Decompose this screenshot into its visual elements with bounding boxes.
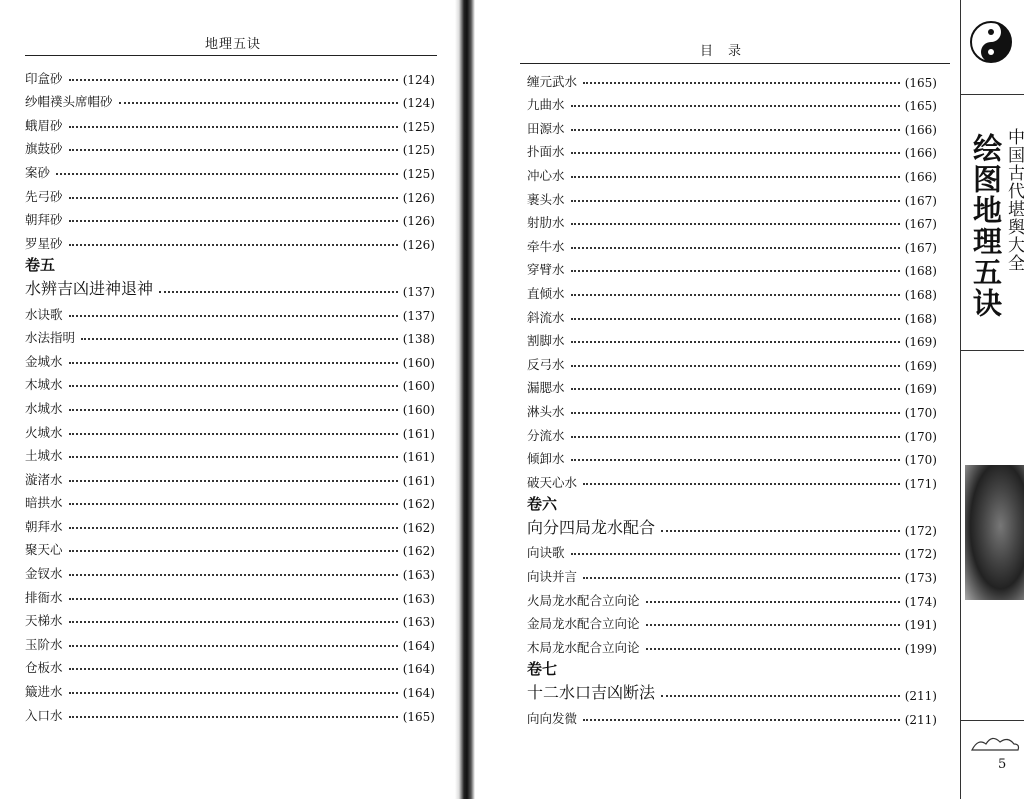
chapter-entry (527, 514, 937, 538)
entry-title: 裹头水 (527, 191, 565, 207)
entry-page: (170) (904, 405, 937, 420)
entry-page: (211) (904, 689, 937, 704)
dot-leader (583, 82, 900, 84)
book-title: 绘图地理五诀 (969, 133, 1003, 319)
volume-heading: 卷七 (527, 660, 558, 679)
dot-leader (81, 338, 398, 340)
dot-leader (69, 456, 398, 458)
entry-page: (165) (904, 99, 937, 114)
entry-title: 牵牛水 (527, 238, 565, 254)
entry-title: 先弓砂 (25, 188, 63, 204)
entry-title: 印盒砂 (25, 70, 63, 86)
dot-leader (69, 668, 398, 670)
dot-leader (69, 409, 398, 411)
chapter-entry (527, 679, 937, 703)
toc-entry (527, 231, 937, 255)
dot-leader (571, 200, 900, 202)
dot-leader (571, 318, 900, 320)
toc-entry (25, 323, 435, 347)
entry-page: (191) (904, 618, 937, 633)
dot-leader (571, 105, 900, 107)
entry-page: (137) (402, 308, 435, 323)
entry-title: 缠元武水 (527, 73, 578, 89)
entry-title: 木局龙水配合立向论 (527, 639, 640, 655)
entry-page: (199) (904, 641, 937, 656)
toc-entry (527, 278, 937, 302)
strip-border (960, 0, 961, 799)
dot-leader (69, 574, 398, 576)
entry-title: 旗鼓砂 (25, 141, 63, 157)
toc-entry (527, 208, 937, 232)
right-page (470, 0, 960, 799)
entry-page: (166) (904, 146, 937, 161)
page-number: 5 (998, 757, 1007, 772)
entry-page: (138) (402, 332, 435, 347)
toc-entry (25, 535, 435, 559)
entry-title: 木城水 (25, 377, 63, 393)
dot-leader (69, 149, 398, 151)
toc-entry (527, 160, 937, 184)
toc-entry (25, 87, 435, 111)
toc-entry (25, 653, 435, 677)
toc-entry (25, 346, 435, 370)
running-head: 目 录 (700, 44, 743, 59)
toc-entry (527, 703, 937, 727)
toc-entry (25, 582, 435, 606)
dot-leader (56, 173, 398, 175)
entry-page: (165) (904, 75, 937, 90)
entry-page: (124) (402, 96, 435, 111)
entry-page: (137) (402, 284, 435, 299)
dot-leader (571, 129, 900, 131)
toc-entry (25, 228, 435, 252)
toc-entry (25, 393, 435, 417)
entry-title: 直倾水 (527, 285, 565, 301)
entry-page: (173) (904, 571, 937, 586)
entry-page: (170) (904, 453, 937, 468)
entry-title: 土城水 (25, 448, 63, 464)
entry-title: 金钗水 (25, 566, 63, 582)
series-title: 中国古代堪舆大全 (1004, 128, 1024, 272)
entry-title: 斜流水 (527, 309, 565, 325)
entry-title: 水诀歌 (25, 306, 63, 322)
header-rule (520, 63, 950, 64)
entry-title: 入口水 (25, 707, 63, 723)
dot-leader (646, 601, 900, 603)
entry-title: 淋头水 (527, 403, 565, 419)
dot-leader (571, 152, 900, 154)
dot-leader (583, 483, 900, 485)
entry-page: (125) (402, 143, 435, 158)
toc-entry (25, 558, 435, 582)
dot-leader (571, 247, 900, 249)
toc-entry (527, 137, 937, 161)
dot-leader (571, 553, 900, 555)
dot-leader (69, 197, 398, 199)
dot-leader (69, 645, 398, 647)
entry-title: 罗星砂 (25, 235, 63, 251)
toc-entry (25, 488, 435, 512)
dot-leader (571, 436, 900, 438)
entry-title: 天梯水 (25, 613, 63, 629)
entry-page: (167) (904, 217, 937, 232)
toc-entry (25, 676, 435, 700)
dot-leader (69, 126, 398, 128)
toc-entry (25, 511, 435, 535)
entry-page: (211) (904, 712, 937, 727)
dot-leader (661, 695, 900, 697)
dot-leader (571, 270, 900, 272)
dot-leader (69, 79, 398, 81)
toc-list-right (527, 66, 937, 727)
toc-entry (25, 629, 435, 653)
dot-leader (646, 624, 900, 626)
dot-leader (69, 598, 398, 600)
entry-page: (169) (904, 358, 937, 373)
entry-page: (164) (402, 662, 435, 677)
entry-page: (172) (904, 523, 937, 538)
entry-title: 蛾眉砂 (25, 117, 63, 133)
entry-title: 向诀歌 (527, 545, 565, 561)
dot-leader (571, 341, 900, 343)
dot-leader (69, 621, 398, 623)
entry-title: 火局龙水配合立向论 (527, 592, 640, 608)
entry-title: 向诀并言 (527, 569, 578, 585)
entry-page: (163) (402, 591, 435, 606)
entry-page: (166) (904, 122, 937, 137)
toc-entry (527, 561, 937, 585)
entry-title: 向分四局龙水配合 (527, 517, 656, 537)
entry-page: (166) (904, 169, 937, 184)
entry-title: 朝拜砂 (25, 212, 63, 228)
strip-divider (960, 720, 1024, 721)
entry-page: (161) (402, 450, 435, 465)
toc-entry (25, 110, 435, 134)
toc-entry (527, 302, 937, 326)
entry-title: 十二水口吉凶断法 (527, 683, 656, 703)
entry-title: 田源水 (527, 120, 565, 136)
toc-entry (527, 396, 937, 420)
toc-entry (25, 464, 435, 488)
dot-leader (571, 223, 900, 225)
entry-title: 簸进水 (25, 684, 63, 700)
entry-page: (163) (402, 615, 435, 630)
toc-entry (527, 255, 937, 279)
entry-title: 向向发微 (527, 710, 578, 726)
toc-entry (25, 205, 435, 229)
entry-page: (169) (904, 335, 937, 350)
entry-title: 暗拱水 (25, 495, 63, 511)
entry-page: (165) (402, 709, 435, 724)
toc-entry (25, 181, 435, 205)
dot-leader (571, 294, 900, 296)
entry-title: 水城水 (25, 400, 63, 416)
entry-title: 射肋水 (527, 215, 565, 231)
entry-page: (171) (904, 476, 937, 491)
entry-title: 反弓水 (527, 356, 565, 372)
entry-page: (168) (904, 264, 937, 279)
chapter-entry (25, 275, 435, 299)
entry-title: 水法指明 (25, 330, 76, 346)
entry-page: (168) (904, 287, 937, 302)
dot-leader (69, 716, 398, 718)
left-page (0, 0, 455, 799)
entry-page: (162) (402, 520, 435, 535)
entry-title: 火城水 (25, 424, 63, 440)
toc-entry (527, 467, 937, 491)
toc-entry (527, 66, 937, 90)
dot-leader (69, 220, 398, 222)
entry-title: 割脚水 (527, 333, 565, 349)
dot-leader (661, 530, 900, 532)
entry-page: (125) (402, 166, 435, 181)
dot-leader (69, 692, 398, 694)
dot-leader (69, 550, 398, 552)
entry-page: (164) (402, 686, 435, 701)
dot-leader (69, 433, 398, 435)
toc-entry (25, 606, 435, 630)
entry-title: 漏腮水 (527, 380, 565, 396)
entry-title: 扑面水 (527, 144, 565, 160)
entry-page: (169) (904, 382, 937, 397)
dot-leader (69, 480, 398, 482)
toc-entry (25, 700, 435, 724)
dot-leader (69, 244, 398, 246)
strip-divider (960, 94, 1024, 95)
toc-entry (527, 349, 937, 373)
volume-heading: 卷五 (25, 256, 56, 275)
dot-leader (583, 719, 900, 721)
toc-entry (25, 417, 435, 441)
entry-title: 分流水 (527, 427, 565, 443)
side-strip (960, 0, 1024, 799)
strip-divider (960, 350, 1024, 351)
dot-leader (69, 503, 398, 505)
entry-title: 九曲水 (527, 97, 565, 113)
entry-page: (174) (904, 594, 937, 609)
entry-title: 冲心水 (527, 167, 565, 183)
toc-entry (527, 113, 937, 137)
entry-page: (168) (904, 311, 937, 326)
toc-entry (527, 90, 937, 114)
entry-page: (160) (402, 402, 435, 417)
entry-page: (160) (402, 379, 435, 394)
entry-title: 金城水 (25, 353, 63, 369)
toc-entry (25, 299, 435, 323)
dot-leader (571, 459, 900, 461)
entry-title: 聚天心 (25, 542, 63, 558)
dot-leader (571, 412, 900, 414)
entry-page: (126) (402, 190, 435, 205)
entry-page: (161) (402, 426, 435, 441)
entry-title: 仓板水 (25, 660, 63, 676)
entry-page: (126) (402, 214, 435, 229)
entry-page: (124) (402, 72, 435, 87)
toc-entry (527, 585, 937, 609)
entry-page: (161) (402, 473, 435, 488)
running-head: 地理五诀 (205, 37, 262, 52)
dot-leader (69, 315, 398, 317)
entry-page: (167) (904, 193, 937, 208)
entry-title: 金局龙水配合立向论 (527, 616, 640, 632)
dot-leader (119, 102, 398, 104)
dot-leader (571, 388, 900, 390)
toc-entry (527, 373, 937, 397)
toc-list-left (25, 63, 435, 724)
dot-leader (69, 385, 398, 387)
entry-title: 案砂 (25, 164, 51, 180)
entry-page: (160) (402, 355, 435, 370)
toc-entry (527, 444, 937, 468)
entry-title: 朝拜水 (25, 518, 63, 534)
toc-entry (527, 538, 937, 562)
entry-page: (164) (402, 638, 435, 653)
toc-entry (25, 441, 435, 465)
dot-leader (571, 176, 900, 178)
entry-title: 水辨吉凶进神退神 (25, 278, 154, 298)
entry-page: (163) (402, 568, 435, 583)
toc-entry (25, 63, 435, 87)
toc-entry (527, 420, 937, 444)
toc-entry (25, 370, 435, 394)
dot-leader (583, 577, 900, 579)
entry-page: (126) (402, 237, 435, 252)
toc-entry (527, 326, 937, 350)
dot-leader (69, 362, 398, 364)
entry-page: (125) (402, 119, 435, 134)
toc-entry (25, 134, 435, 158)
entry-page: (162) (402, 497, 435, 512)
toc-entry (25, 157, 435, 181)
toc-entry (527, 609, 937, 633)
entry-page: (167) (904, 240, 937, 255)
yin-yang-icon (969, 20, 1013, 64)
dot-leader (571, 365, 900, 367)
dot-leader (159, 291, 398, 293)
entry-title: 漩渚水 (25, 471, 63, 487)
side-illustration (965, 465, 1024, 600)
cloud-ornament-icon (968, 732, 1022, 754)
volume-heading: 卷六 (527, 495, 558, 514)
entry-title: 纱帽襆头席帽砂 (25, 94, 113, 110)
entry-page: (162) (402, 544, 435, 559)
entry-title: 排衙水 (25, 589, 63, 605)
header-rule (25, 55, 437, 56)
entry-title: 穿臂水 (527, 262, 565, 278)
toc-entry (527, 184, 937, 208)
dot-leader (69, 527, 398, 529)
entry-title: 破天心水 (527, 474, 578, 490)
dot-leader (646, 648, 900, 650)
entry-title: 玉阶水 (25, 636, 63, 652)
toc-entry (527, 632, 937, 656)
entry-page: (172) (904, 547, 937, 562)
entry-page: (170) (904, 429, 937, 444)
entry-title: 倾卸水 (527, 451, 565, 467)
